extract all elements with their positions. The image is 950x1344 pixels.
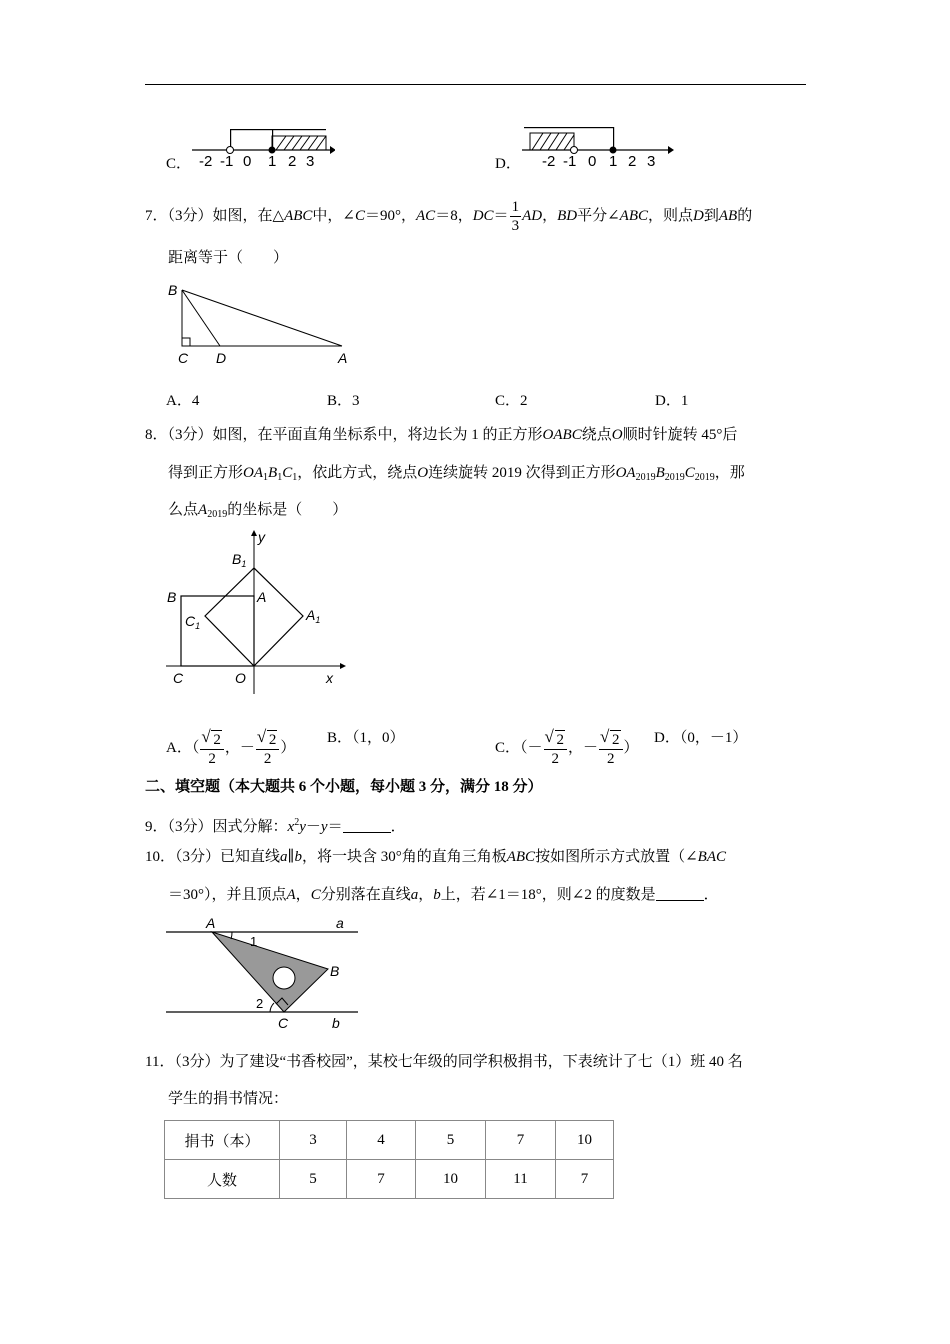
q8-stem-line1: 8．（3分）如图，在平面直角坐标系中，将边长为 1 的正方形OABC绕点O顺时针旋转 45°后	[145, 427, 738, 443]
q6-c-tick: -1	[220, 153, 234, 170]
table-cell: 5	[280, 1160, 347, 1199]
table-cell: 7	[556, 1160, 614, 1199]
q10-parallel-lines-figure	[162, 912, 362, 1034]
q6-d-tick: 2	[628, 153, 637, 170]
table-cell: 人数	[165, 1160, 280, 1199]
q6-option-c-numberline	[190, 124, 335, 170]
table-cell: 捐书（本）	[165, 1121, 280, 1160]
q7-label-a: A	[338, 350, 348, 366]
q10-label-angle-2: 2	[256, 996, 264, 1011]
header-rule	[145, 84, 806, 85]
q10-label-angle-1: 1	[250, 934, 258, 949]
table-cell: 7	[486, 1121, 556, 1160]
q11-stem-line1: 11．（3分）为了建设“书香校园”，某校七年级的同学积极捐书，下表统计了七（1）班 40 名	[145, 1054, 743, 1070]
q8-label-a: A	[257, 589, 267, 605]
q6-option-c-label: C．	[166, 156, 192, 172]
q11-book-donation-table	[164, 1120, 614, 1199]
q7-label-b: B	[168, 282, 178, 298]
q8-option-a: A．（ √ $\frac{2}{2}$ ，－ √ $\frac{2}{2}$ ）	[166, 728, 295, 768]
q6-d-tick: -2	[542, 153, 556, 170]
q6-c-tick: 2	[288, 153, 297, 170]
q10-answer-blank[interactable]	[656, 886, 704, 901]
q8-label-x: x	[326, 670, 333, 686]
q8-label-b: B	[167, 589, 177, 605]
q11-stem-line2: 学生的捐书情况：	[168, 1091, 289, 1107]
q8-stem-line2: 得到正方形$OA_1B_1C_1$，依此方式，绕点O连续旋转 2019 次得到正方形$OA_{2019}B_{2019}C_{2019}$，那	[168, 465, 745, 483]
q6-option-d-numberline	[520, 124, 680, 170]
q6-d-tick: 3	[647, 153, 656, 170]
q6-d-tick: 1	[609, 153, 618, 170]
q10-stem-line1: 10．（3分）已知直线a∥b，将一块含 30°角的直角三角板ABC按如图所示方式放置（∠BAC	[145, 849, 726, 865]
table-cell: 10	[416, 1160, 486, 1199]
section-2-heading: 二、填空题（本大题共 6 个小题，每小题 3 分，满分 18 分）	[145, 779, 543, 795]
q8-option-d: D．（0，－1）	[654, 730, 748, 746]
q8-label-c: C	[173, 670, 184, 686]
q6-d-tick: 0	[588, 153, 597, 170]
table-cell: 3	[280, 1121, 347, 1160]
q6-c-tick: 0	[243, 153, 252, 170]
q7-option-a: A．4	[166, 393, 200, 409]
table-row	[165, 1160, 614, 1199]
q7-option-d: D．1	[655, 393, 689, 409]
q6-c-tick: 1	[268, 153, 277, 170]
q8-label-b1: $B_1$	[232, 551, 247, 569]
table-cell: 7	[347, 1160, 416, 1199]
q8-stem-line3: 么点$A_{2019}$的坐标是（ ）	[168, 502, 348, 520]
q10-stem-line2: ＝30°），并且顶点A，C分别落在直线a，b上，若∠1＝18°，则∠2 的度数是 ．	[168, 887, 719, 903]
q8-option-c: C．（－ √ $\frac{2}{2}$ ，－ √ $\frac{2}{2}$ ）	[495, 728, 639, 768]
q7-label-d: D	[216, 350, 227, 366]
q6-d-tick: -1	[563, 153, 577, 170]
q6-c-tick: -2	[199, 153, 213, 170]
table-cell: 4	[347, 1121, 416, 1160]
q7-stem-line2: 距离等于（ ）	[168, 250, 289, 266]
table-cell: 5	[416, 1121, 486, 1160]
q9-stem: 9．（3分）因式分解：$x^2y-y=$ ．	[145, 817, 406, 835]
q8-label-o: O	[235, 670, 246, 686]
q10-label-b-vertex: B	[330, 963, 340, 979]
q7-option-b: B．3	[327, 393, 360, 409]
q10-label-a-vertex: A	[206, 915, 216, 931]
q10-label-c-vertex: C	[278, 1015, 289, 1031]
q8-label-c1: $C_1$	[185, 613, 201, 631]
q7-stem-line1: 7．（3分）如图，在△ABC中，∠C＝90°，AC＝8，DC＝ $\frac{1}{3}$ AD，BD平分∠ABC，则点D到AB的	[145, 199, 753, 234]
q10-label-line-b: b	[332, 1015, 340, 1031]
q7-fraction: $\frac{1}{3}$	[511, 199, 520, 234]
table-cell: 11	[486, 1160, 556, 1199]
q8-label-a1: $A_1$	[306, 607, 321, 625]
q8-label-y: y	[258, 529, 265, 545]
q6-c-tick: 3	[306, 153, 315, 170]
q9-answer-blank[interactable]	[343, 818, 391, 833]
table-row	[165, 1121, 614, 1160]
q7-triangle-figure	[162, 278, 362, 370]
q8-option-b: B．（1，0）	[327, 730, 405, 746]
q7-option-c: C．2	[495, 393, 528, 409]
table-cell: 10	[556, 1121, 614, 1160]
q10-label-line-a: a	[336, 915, 344, 931]
q6-option-d-label: D．	[495, 156, 521, 172]
q8-coordinate-figure	[160, 528, 350, 700]
q7-label-c: C	[178, 350, 189, 366]
